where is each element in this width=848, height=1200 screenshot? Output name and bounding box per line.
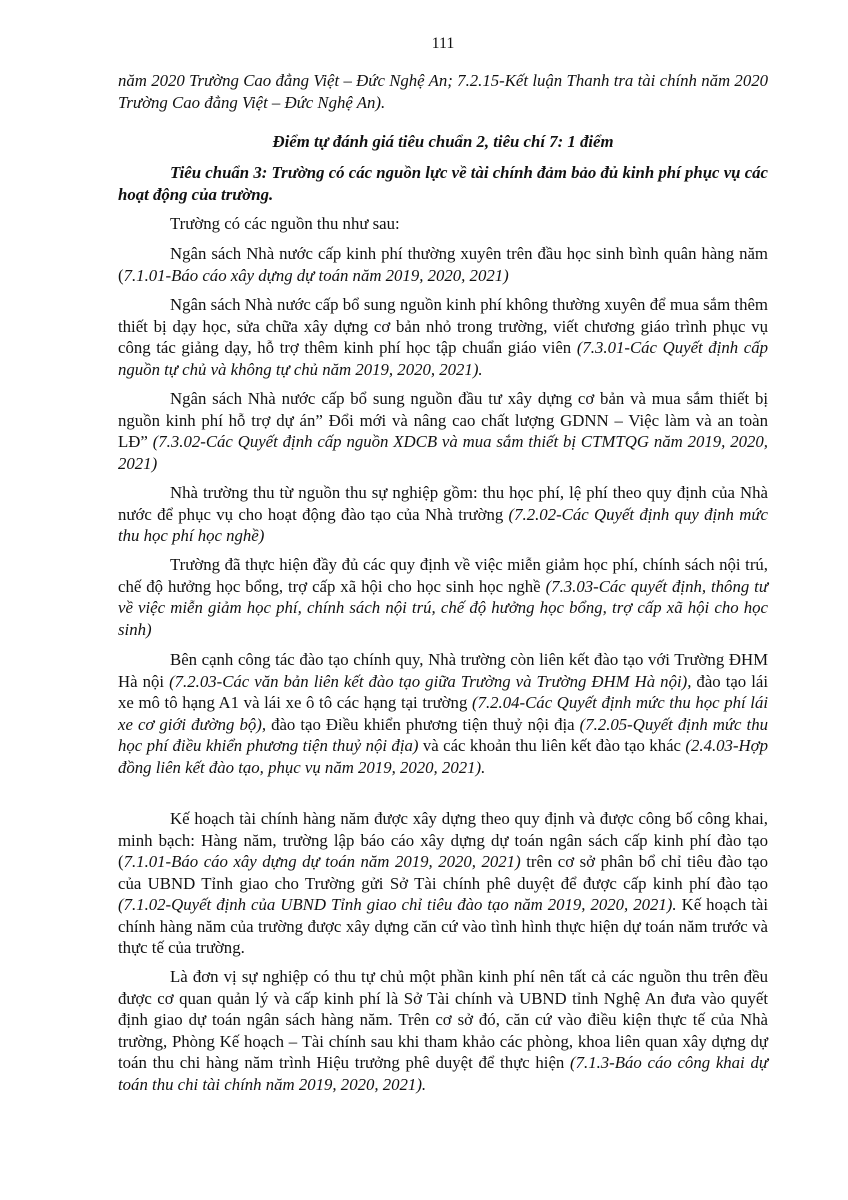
paragraph-irregular-budget: Ngân sách Nhà nước cấp bổ sung nguồn kinh phí không thường xuyên để mua sắm thêm thiết bị dạy học, sửa chữa xây dựng cơ bản nhỏ trong trường, viết chương giáo trình phục vụ công tác giảng dạy, hỗ trợ thêm kinh phí học tập chuẩn giáo viên (7.3.01-Các Quyết định cấp nguồn tự chủ và không tự chủ năm 2019, 2020, 2021). xyxy=(118,295,768,379)
paragraph-financial-plan: Kế hoạch tài chính hàng năm được xây dựng theo quy định và được công bố công khai, minh bạch: Hàng năm, trường lập báo cáo xây dựng dự toán ngân sách cấp kinh phí đào tạo (7.1.01-Báo cáo xây dựng dự toán năm 2019, 2020, 2021) trên cơ sở phân bổ chỉ tiêu đào tạo của UBND Tỉnh giao cho Trường gửi Sở Tài chính phê duyệt để được cấp kinh phí đào tạo (7.1.02-Quyết định của UBND Tỉnh giao chỉ tiêu đào tạo năm 2019, 2020, 2021). Kế hoạch tài chính hàng năm của trường được xây dựng căn cứ vào tình hình thực hiện dự toán năm trước và thực tế của trường. xyxy=(118,809,768,957)
paragraph-regular-budget: Ngân sách Nhà nước cấp kinh phí thường xuyên trên đầu học sinh bình quân hàng năm (7.1.01-Báo cáo xây dựng dự toán năm 2019, 2020, 2021) xyxy=(118,244,768,285)
criterion-score-line: Điểm tự đánh giá tiêu chuẩn 2, tiêu chí 7: 1 điểm xyxy=(272,132,614,151)
paragraph-career-revenue: Nhà trường thu từ nguồn thu sự nghiệp gồm: thu học phí, lệ phí theo quy định của Nhà nước để phục vụ cho hoạt động đào tạo của Nhà trường (7.2.02-Các Quyết định quy định mức thu học phí học nghề) xyxy=(118,483,768,545)
standard-heading: Tiêu chuẩn 3: Trường có các nguồn lực về tài chính đảm bảo đủ kinh phí phục vụ các hoạt động của trường. xyxy=(118,163,768,204)
paragraph-fee-exemption: Trường đã thực hiện đầy đủ các quy định về việc miễn giảm học phí, chính sách nội trú, chế độ hưởng học bổng, trợ cấp xã hội cho học sinh học nghề (7.3.03-Các quyết định, thông tư về việc miễn giảm học phí, chính sách nội trú, chế độ hưởng học bổng, trợ cấp xã hội cho học sinh) xyxy=(118,555,768,639)
page-number: 111 xyxy=(431,35,455,52)
paragraph-joint-training: Bên cạnh công tác đào tạo chính quy, Nhà trường còn liên kết đào tạo với Trường ĐHM Hà nội (7.2.03-Các văn bản liên kết đào tạo giữa Trường và Trường ĐHM Hà nội), đào tạo lái xe mô tô hạng A1 và lái xe ô tô các hạng tại trường (7.2.04-Các Quyết định mức thu học phí lái xe cơ giới đường bộ), đào tạo Điều khiển phương tiện thuỷ nội địa (7.2.05-Quyết định mức thu học phí điều khiển phương tiện thuỷ nội địa) và các khoản thu liên kết đào tạo khác (2.4.03-Hợp đồng liên kết đào tạo, phục vụ năm 2019, 2020, 2021). xyxy=(118,650,769,777)
paragraph-investment-budget: Ngân sách Nhà nước cấp bổ sung nguồn đầu tư xây dựng cơ bản và mua sắm thiết bị nguồn kinh phí hỗ trợ dự án” Đổi mới và nâng cao chất lượng GDNN – Việc làm và an toàn LĐ” (7.3.02-Các Quyết định cấp nguồn XDCB và mua sắm thiết bị CTMTQG năm 2019, 2020, 2021) xyxy=(118,389,768,473)
continued-paragraph: năm 2020 Trường Cao đẳng Việt – Đức Nghệ An; 7.2.15-Kết luận Thanh tra tài chính năm 2020 Trường Cao đẳng Việt – Đức Nghệ An). xyxy=(118,71,768,112)
paragraph-budget-allocation: Là đơn vị sự nghiệp có thu tự chủ một phần kinh phí nên tất cả các nguồn thu trên đều được cơ quan quản lý và cấp kinh phí là Sở Tài chính và UBND tỉnh Nghệ An đưa vào quyết định giao dự toán ngân sách hàng năm. Trên cơ sở đó, căn cứ vào điều kiện thực tế của Nhà trường, Phòng Kế hoạch – Tài chính sau khi tham khảo các phòng, khoa liên quan xây dựng dự toán thu chi hàng năm trình Hiệu trưởng phê duyệt để thực hiện (7.1.3-Báo cáo công khai dự toán thu chi tài chính năm 2019, 2020, 2021). xyxy=(118,967,768,1094)
paragraph-revenue-intro: Trường có các nguồn thu như sau: xyxy=(170,214,400,233)
